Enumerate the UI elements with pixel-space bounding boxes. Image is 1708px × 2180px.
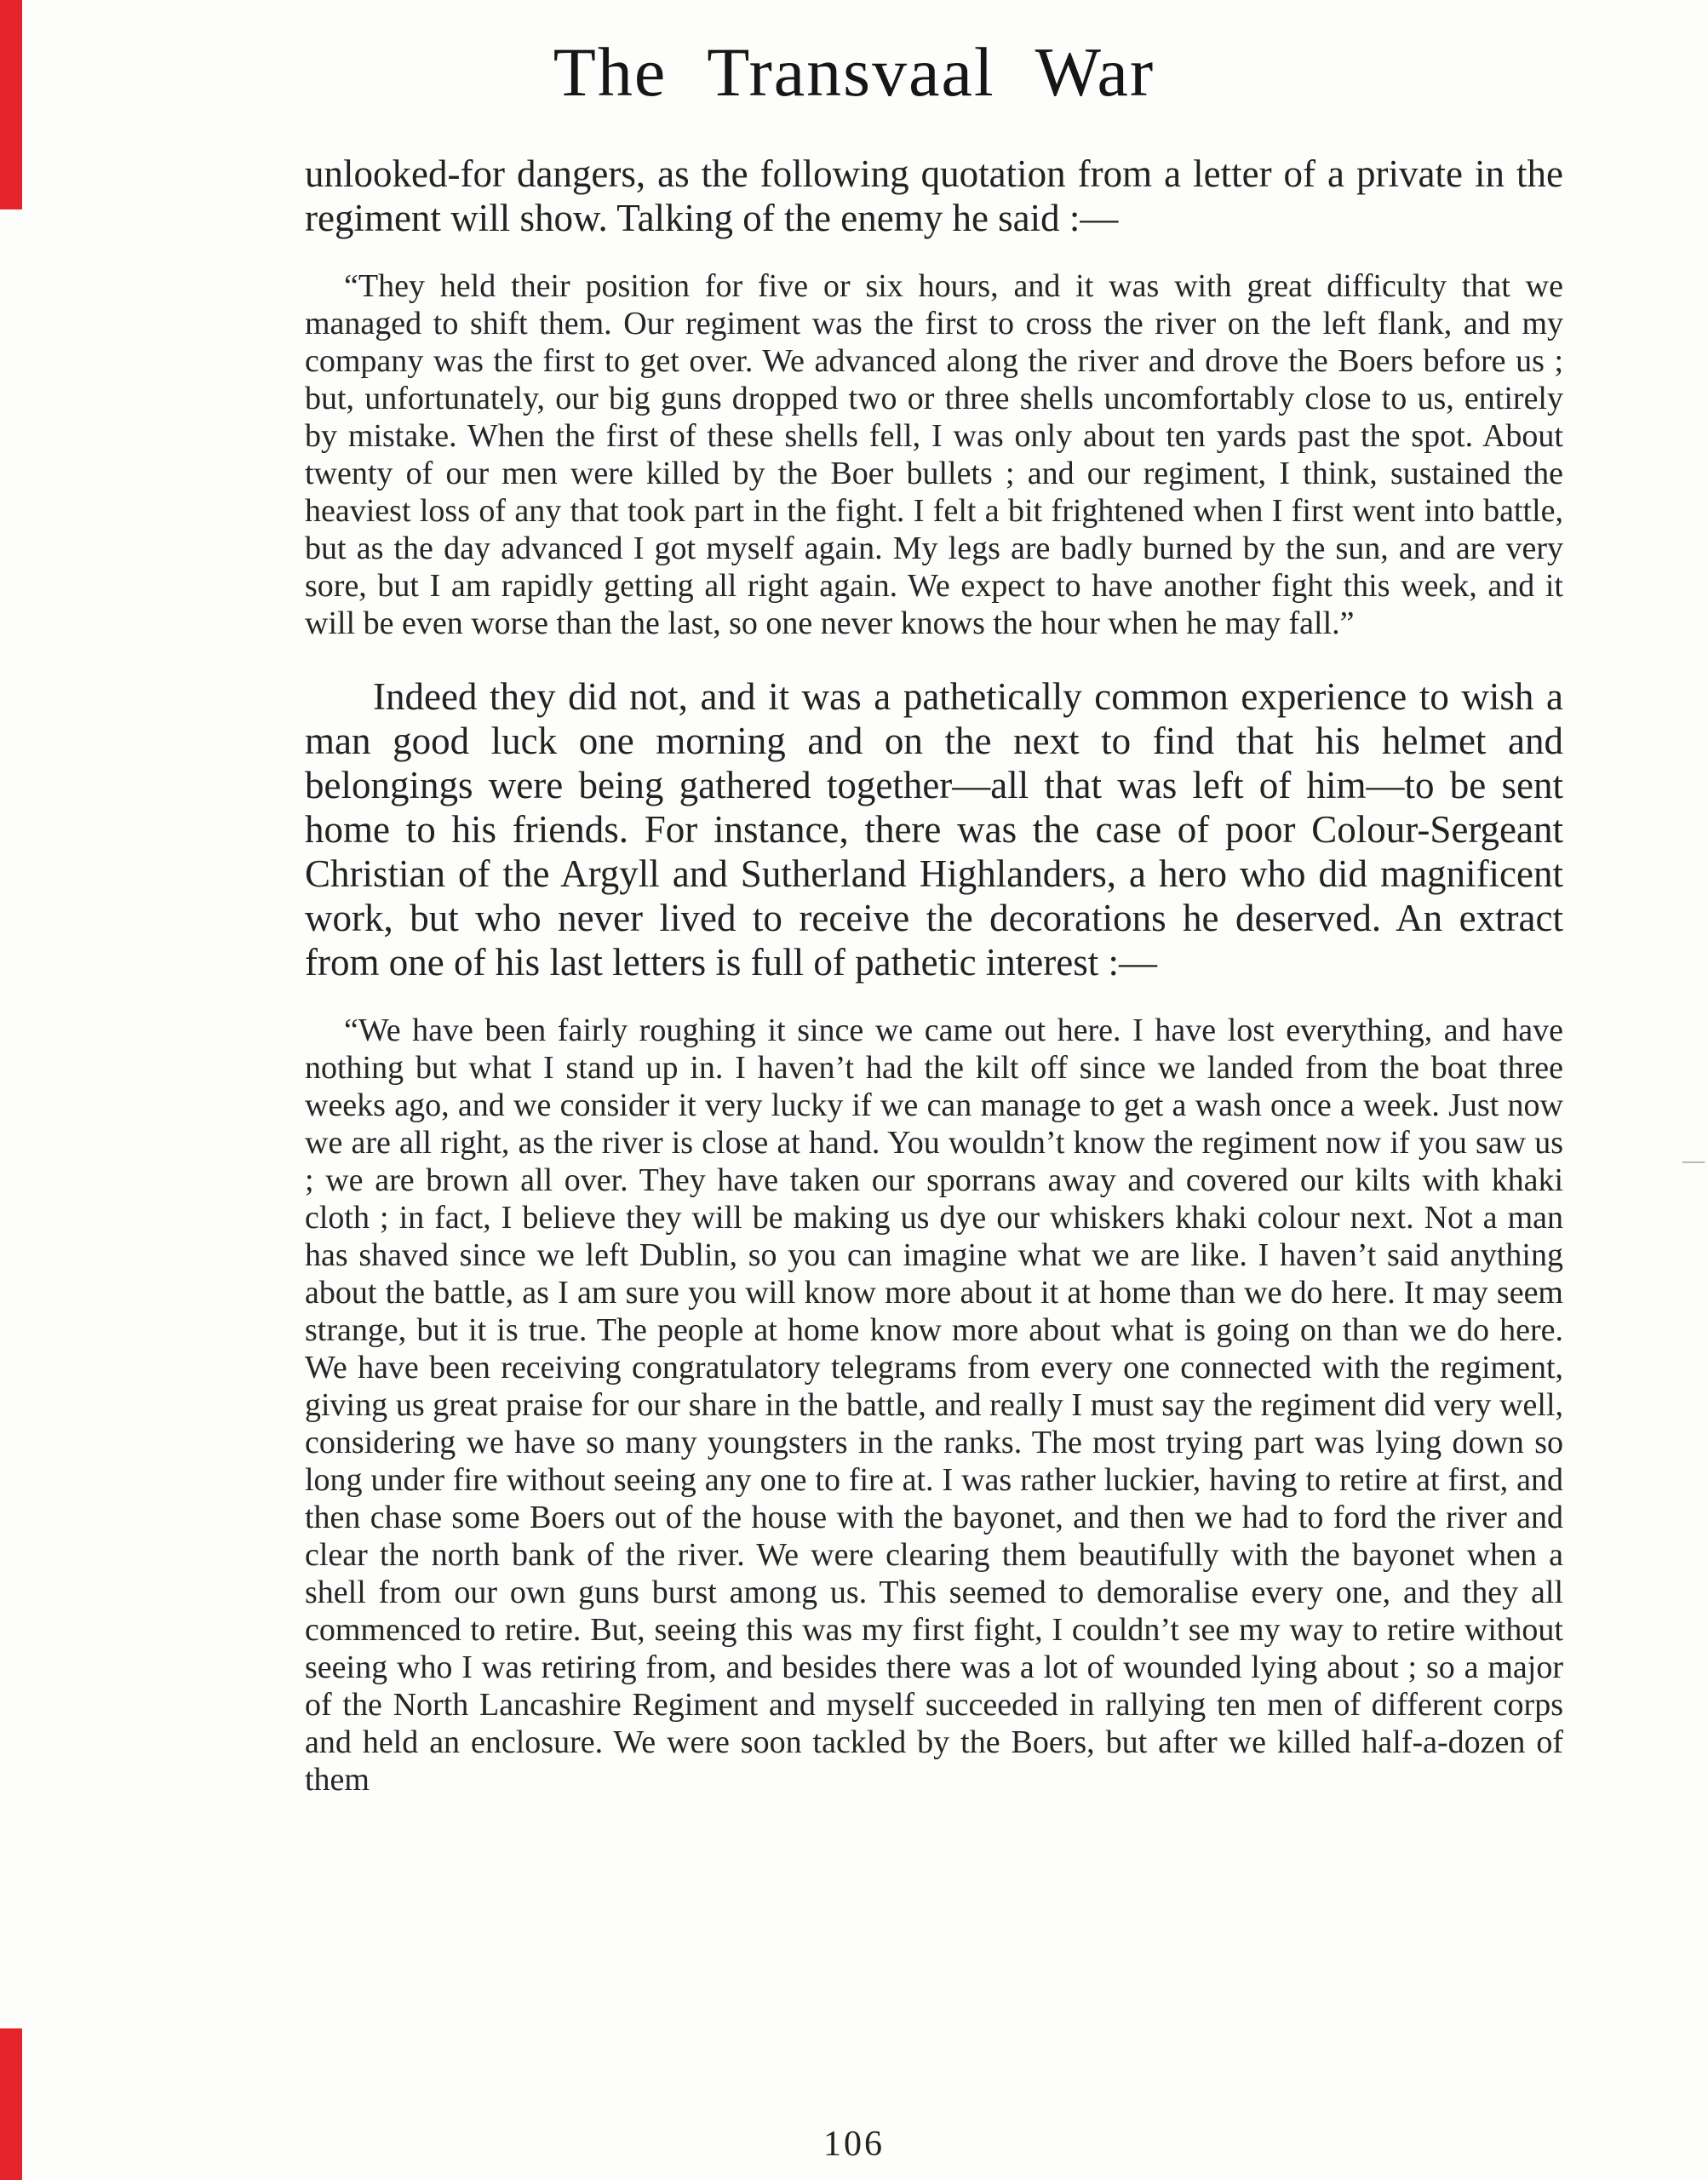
paragraph-continuation: unlooked-for dangers, as the following quotation from a letter of a private in the regiment will show. Talking of the enemy he said :— — [305, 152, 1563, 239]
page-number: 106 — [823, 2125, 885, 2164]
paragraph-indeed: Indeed they did not, and it was a pathetically common experience to wish a man good luck one morning and on the next to find that his helmet and belongings were being gathered together—all that was left of him—to be sent home to his friends. For instance, there was the case of poor Colour-Sergeant Christian of the Argyll and Sutherland Highlanders, a hero who did magnificent work, but who never lived to receive the decorations he deserved. An extract from one of his last letters is full of pathetic interest :— — [305, 675, 1563, 984]
page-title: The Transvaal War — [553, 33, 1155, 111]
quoted-letter-colour-sergeant: “We have been fairly roughing it since we came out here. I have lost everything, and have nothing but what I stand up in. I haven’t had the kilt off since we landed from the boat three weeks ago, and we consider it very lucky if we can manage to get a wash once a week. Just now we are all right, as the river is close at hand. You wouldn’t know the regiment now if you saw us ; we are brown all over. They have taken our sporrans away and covered our kilts with khaki cloth ; in fact, I believe they will be making us dye our whiskers khaki colour next. Not a man has shaved since we left Dublin, so you can imagine what we are like. I haven’t said anything about the battle, as I am sure you will know more about it at home than we do here. It may seem strange, but it is true. The people at home know more about what is going on than we do here. We have been receiving congratulatory telegrams from every one connected with the regiment, giving us great praise for our share in the battle, and really I must say the regiment did very well, considering we have so many youngsters in the ranks. The most trying part was lying down so long under fire without seeing any one to fire at. I was rather luckier, having to retire at first, and then chase some Boers out of the house with the bayonet, and then we had to ford the river and clear the north bank of the river. We were clearing them beautifully with the bayonet when a shell from our own guns burst among us. This seemed to demoralise every one, and they all commenced to retire. But, seeing this was my first fight, I couldn’t see my way to retire without seeing who I was retiring from, and besides there was a lot of wounded lying about ; so a major of the North Lancashire Regiment and myself succeeded in rallying ten men of different corps and held an enclosure. We were soon tackled by the Boers, but after we killed half-a-dozen of them — [305, 1013, 1563, 1798]
quoted-letter-private: “They held their position for five or six hours, and it was with great difficulty that we managed to shift them. Our regiment was the first to cross the river on the left flank, and my company was the first to get over. We advanced along the river and drove the Boers before us ; but, unfortunately, our big guns dropped two or three shells uncomfortably close to us, entirely by mistake. When the first of these shells fell, I was only about ten yards past the spot. About twenty of our men were killed by the Boer bullets ; and our regiment, I think, sustained the heaviest loss of any that took part in the fight. I felt a bit frightened when I first went into battle, but as the day advanced I got myself again. My legs are badly burned by the sun, and are very sore, but I am rapidly getting all right again. We expect to have another fight this week, and it will be even worse than the last, so one never knows the hour when he may fall.” — [305, 268, 1563, 641]
text-block — [305, 152, 1563, 1798]
margin-scan-artifact: — — [1682, 1148, 1705, 1173]
